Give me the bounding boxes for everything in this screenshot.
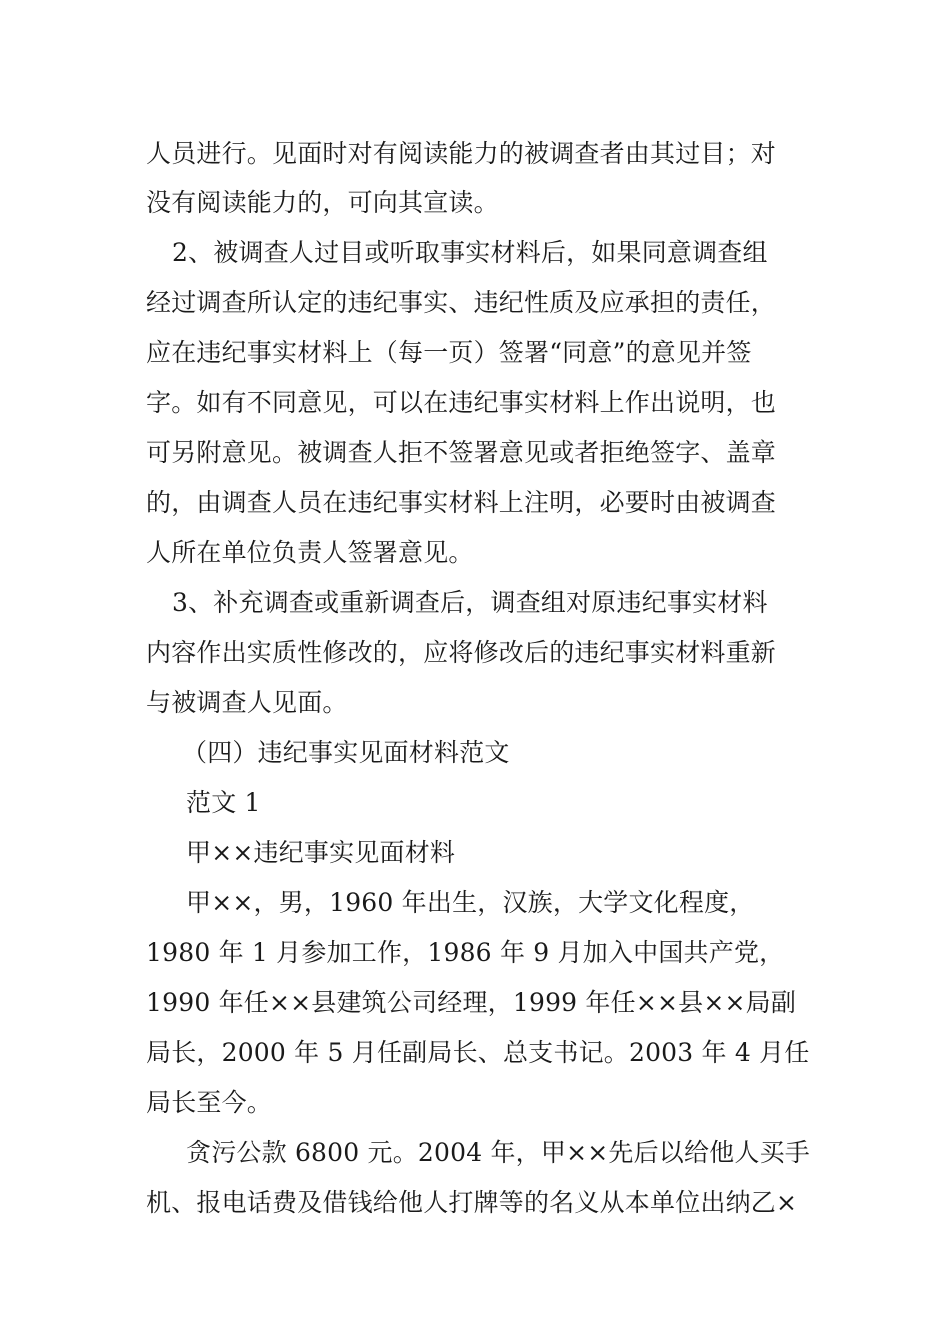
sample-title: 甲××违纪事实见面材料 (186, 838, 456, 867)
body-text-line: 局长，2000 年 5 月任副局长、总支书记。2003 年 4 月任 (146, 1038, 810, 1067)
body-text-line: 的，由调查人员在违纪事实材料上注明，必要时由被调查 (146, 488, 777, 517)
body-text-line: 人员进行。见面时对有阅读能力的被调查者由其过目；对 (146, 139, 777, 168)
body-text-line: 局长至今。 (146, 1088, 273, 1117)
body-text-line: 可另附意见。被调查人拒不签署意见或者拒绝签字、盖章 (146, 438, 777, 467)
body-text-line: 甲××，男，1960 年出生，汉族，大学文化程度， (186, 888, 755, 917)
body-text-line: 人所在单位负责人签署意见。 (146, 538, 474, 567)
sample-label: 范文 1 (186, 788, 261, 817)
body-text-line: 贪污公款 6800 元。2004 年，甲××先后以给他人买手 (186, 1138, 810, 1167)
paragraph-item-2-start: 2、被调查人过目或听取事实材料后，如果同意调查组 (172, 238, 768, 267)
body-text-line: 应在违纪事实材料上（每一页）签署“同意”的意见并签 (146, 338, 752, 367)
body-text-line: 内容作出实质性修改的，应将修改后的违纪事实材料重新 (146, 638, 777, 667)
body-text-line: 机、报电话费及借钱给他人打牌等的名义从本单位出纳乙× (146, 1188, 798, 1217)
body-text-line: 1980 年 1 月参加工作，1986 年 9 月加入中国共产党， (146, 938, 785, 967)
body-text-line: 1990 年任××县建筑公司经理，1999 年任××县××局副 (146, 988, 797, 1017)
body-text-line: 经过调查所认定的违纪事实、违纪性质及应承担的责任， (146, 288, 777, 317)
section-heading: （四）违纪事实见面材料范文 (182, 738, 510, 767)
body-text-line: 字。如有不同意见，可以在违纪事实材料上作出说明，也 (146, 388, 777, 417)
body-text-line: 与被调查人见面。 (146, 688, 348, 717)
body-text-line: 没有阅读能力的，可向其宣读。 (146, 188, 499, 217)
paragraph-item-3-start: 3、补充调查或重新调查后，调查组对原违纪事实材料 (172, 588, 768, 617)
